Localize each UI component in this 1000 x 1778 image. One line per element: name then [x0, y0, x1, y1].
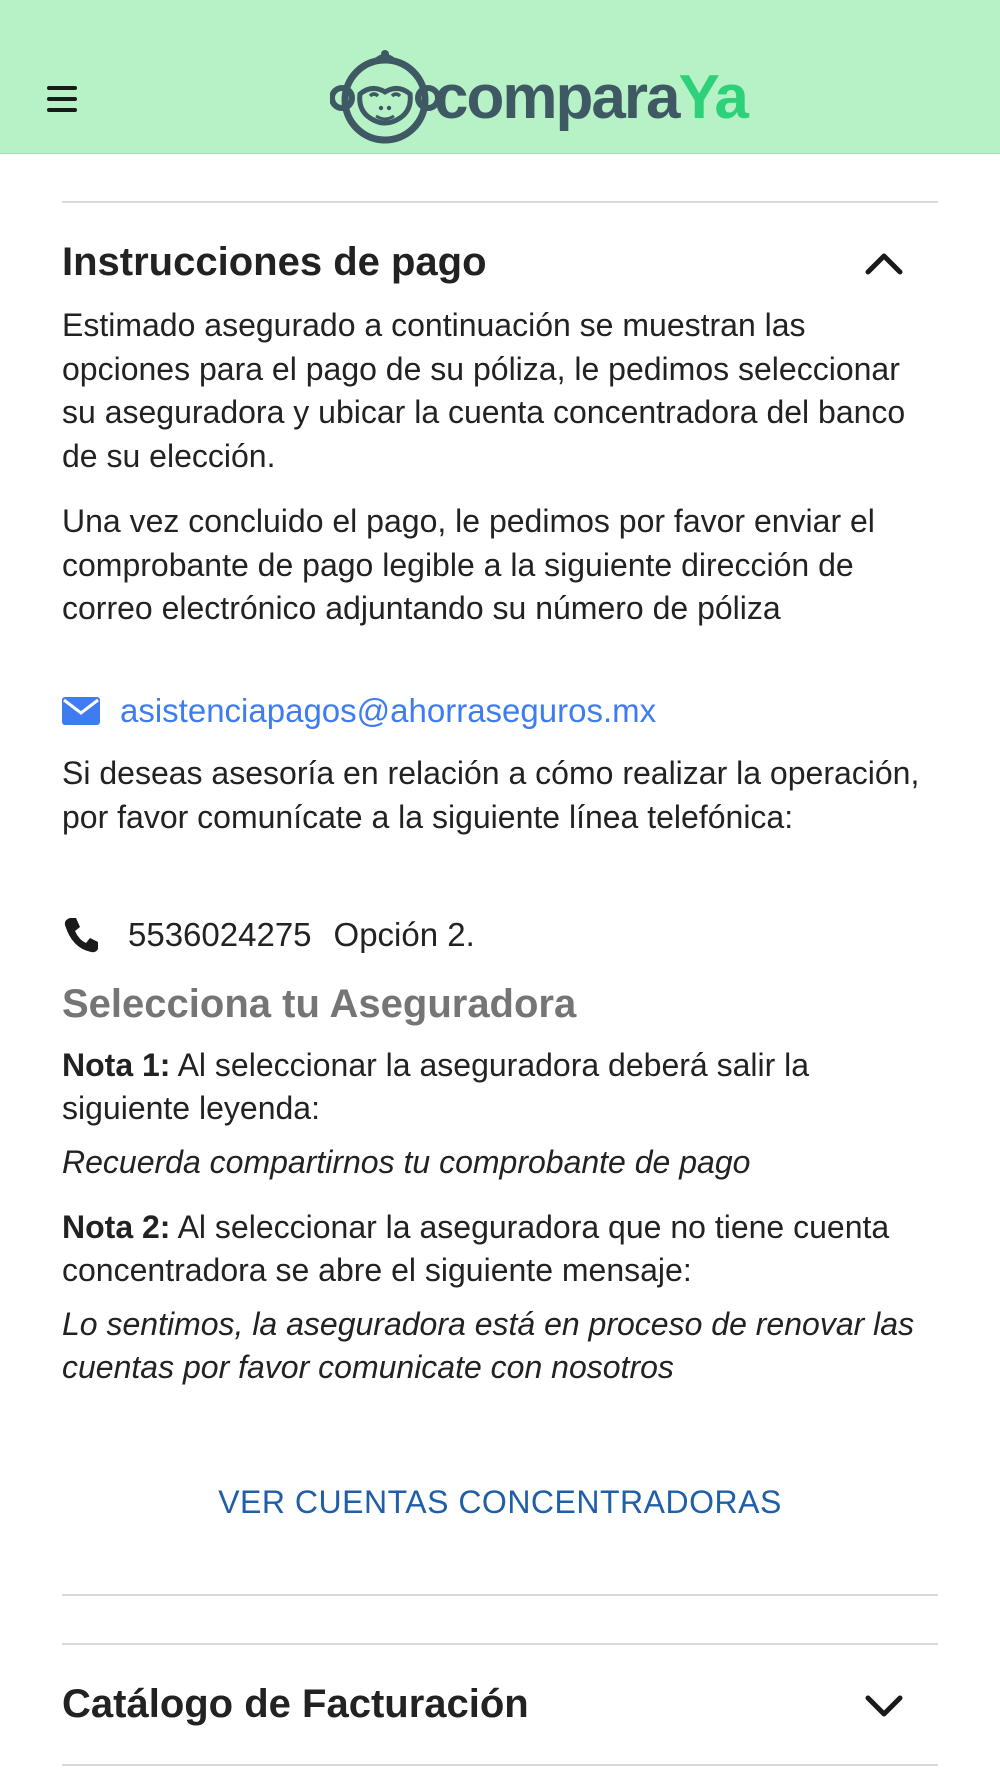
- logo-text-accent: Ya: [678, 63, 747, 132]
- phone-icon: [62, 916, 100, 954]
- phone-option: Opción 2.: [333, 916, 475, 953]
- logo-text-main: compara: [434, 63, 679, 132]
- phone-row: [62, 916, 475, 954]
- divider: [62, 1764, 938, 1766]
- divider: [62, 1594, 938, 1596]
- billing-section-title[interactable]: Catálogo de Facturación: [62, 1682, 529, 1726]
- chevron-down-icon[interactable]: [862, 1684, 906, 1728]
- support-email-link[interactable]: asistenciapagos@ahorraseguros.mx: [120, 692, 657, 729]
- phone-number[interactable]: 5536024275: [128, 916, 312, 953]
- nota-1-quote: [62, 1141, 938, 1184]
- payment-intro: [62, 304, 938, 478]
- chevron-up-icon[interactable]: [862, 242, 906, 286]
- nota2-text: Al seleccionar la aseguradora que no tiene cuenta concentradora se abre el siguiente mensaje:: [62, 1209, 890, 1288]
- logo[interactable]: [330, 48, 747, 148]
- logo-text: [434, 63, 747, 132]
- monkey-logo-icon: [330, 48, 440, 148]
- divider: [62, 201, 938, 203]
- nota-2: [62, 1206, 938, 1292]
- nota2-quote: Lo sentimos, la aseguradora está en proceso de renovar las cuentas por favor comunicate con nosotros: [62, 1306, 915, 1385]
- phone-help: [62, 752, 938, 839]
- nota1-quote: Recuerda compartirnos tu comprobante de pago: [62, 1144, 751, 1180]
- envelope-icon: [62, 697, 100, 725]
- select-insurer-heading: Selecciona tu Aseguradora: [62, 982, 577, 1026]
- payment-instructions: [62, 500, 938, 631]
- nota-1: [62, 1044, 938, 1130]
- divider: [62, 1643, 938, 1645]
- nota1-text: Al seleccionar la aseguradora deberá salir la siguiente leyenda:: [62, 1047, 810, 1126]
- app-header: [0, 0, 1000, 154]
- payment-section-title[interactable]: Instrucciones de pago: [62, 240, 487, 284]
- email-row: [62, 692, 656, 730]
- payment-paragraph-3: Si deseas asesoría en relación a cómo realizar la operación, por favor comunícate a la siguiente línea telefónica:: [62, 755, 920, 835]
- hamburger-menu-icon[interactable]: [47, 86, 79, 114]
- payment-paragraph-1: Estimado asegurado a continuación se muestran las opciones para el pago de su póliza, le pedimos seleccionar su aseguradora y ubicar la cuenta concentradora del banco de su elección.: [62, 307, 906, 474]
- view-accounts-button[interactable]: VER CUENTAS CONCENTRADORAS: [218, 1484, 782, 1520]
- nota1-label: Nota 1:: [62, 1047, 171, 1083]
- nota-2-quote: [62, 1303, 938, 1389]
- payment-paragraph-2: Una vez concluido el pago, le pedimos por favor enviar el comprobante de pago legible a la siguiente dirección de correo electrónico adjuntando su número de póliza: [62, 503, 875, 626]
- nota2-label: Nota 2:: [62, 1209, 171, 1245]
